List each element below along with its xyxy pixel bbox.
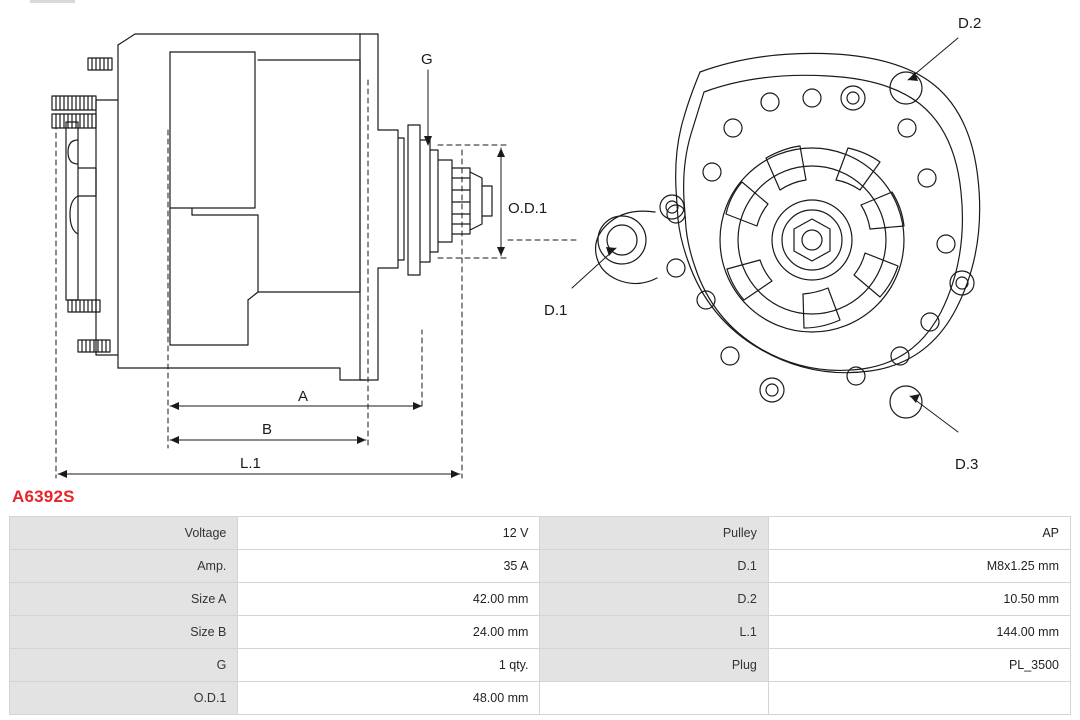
label-a: A — [298, 388, 309, 405]
spec-value-size-b: 24.00 mm — [238, 616, 540, 649]
spec-label-d1: D.1 — [540, 550, 768, 583]
spec-value-size-a: 42.00 mm — [238, 583, 540, 616]
label-d1: D.1 — [544, 302, 568, 319]
spec-label-g: G — [10, 649, 238, 682]
spec-label-od1: O.D.1 — [10, 682, 238, 715]
label-g: G — [421, 51, 433, 68]
table-row — [10, 583, 1071, 616]
spec-label-l1: L.1 — [540, 616, 768, 649]
spec-value-d2: 10.50 mm — [768, 583, 1070, 616]
side-view-group — [52, 34, 492, 380]
spec-label-plug: Plug — [540, 649, 768, 682]
spec-label-pulley: Pulley — [540, 517, 768, 550]
spec-label-voltage: Voltage — [10, 517, 238, 550]
specifications-table — [9, 516, 1071, 715]
label-d3: D.3 — [955, 456, 979, 473]
label-od1: O.D.1 — [508, 200, 548, 217]
spec-label-size-b: Size B — [10, 616, 238, 649]
spec-value-empty — [768, 682, 1070, 715]
spec-value-amp: 35 A — [238, 550, 540, 583]
spec-value-voltage: 12 V — [238, 517, 540, 550]
label-l1: L.1 — [240, 455, 261, 472]
spec-value-d1: M8x1.25 mm — [768, 550, 1070, 583]
part-number: A6392S — [12, 487, 75, 506]
label-b: B — [262, 421, 273, 438]
spec-value-g: 1 qty. — [238, 649, 540, 682]
spec-label-size-a: Size A — [10, 583, 238, 616]
mounting-studs — [52, 58, 112, 352]
spec-value-od1: 48.00 mm — [238, 682, 540, 715]
table-row — [10, 682, 1071, 715]
spec-value-plug: PL_3500 — [768, 649, 1070, 682]
table-row — [10, 517, 1071, 550]
front-view-group — [572, 38, 980, 432]
table-row — [10, 550, 1071, 583]
spec-label-empty — [540, 682, 768, 715]
table-row — [10, 649, 1071, 682]
spec-value-pulley: AP — [768, 517, 1070, 550]
label-d2: D.2 — [958, 15, 982, 32]
table-row — [10, 616, 1071, 649]
spec-label-amp: Amp. — [10, 550, 238, 583]
spec-value-l1: 144.00 mm — [768, 616, 1070, 649]
spec-label-d2: D.2 — [540, 583, 768, 616]
